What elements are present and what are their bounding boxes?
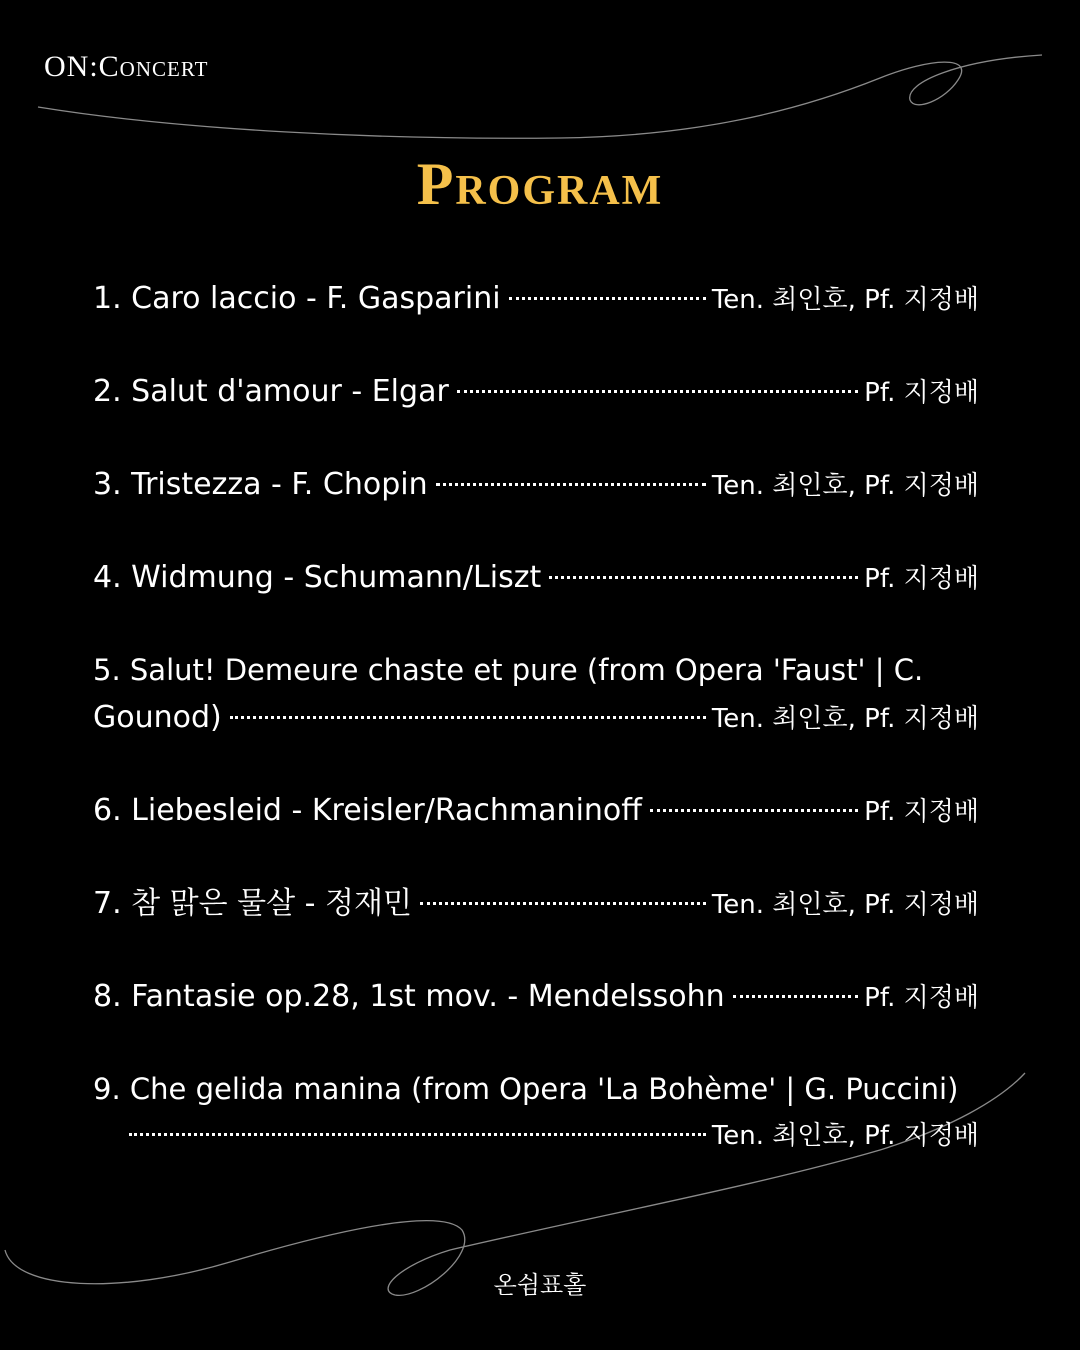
page-title: Program (416, 151, 664, 217)
program-item-performer: Pf. 지정배 (864, 564, 979, 594)
program-item-work-continued: Gounod) (93, 700, 222, 735)
program-item-work: 4. Widmung - Schumann/Liszt (93, 560, 542, 595)
dot-leader (733, 981, 859, 998)
brand-logo-text: ON:Concert (44, 50, 209, 83)
program-list (93, 275, 979, 1166)
program-item-performer: Pf. 지정배 (864, 797, 979, 827)
program-item-work: 1. Caro laccio - F. Gasparini (93, 281, 501, 316)
program-item (93, 1066, 979, 1166)
program-item-work: 5. Salut! Demeure chaste et pure (from Opera 'Faust' | C. (93, 653, 924, 687)
program-item-performer: Ten. 최인호, Pf. 지정배 (711, 704, 979, 734)
dot-leader (650, 795, 858, 812)
program-item-work: 3. Tristezza - F. Chopin (93, 467, 428, 502)
program-item-performer: Ten. 최인호, Pf. 지정배 (711, 471, 979, 501)
program-item-performer: Ten. 최인호, Pf. 지정배 (711, 890, 979, 920)
program-item (93, 647, 979, 787)
program-item (93, 787, 979, 880)
program-item-work: 6. Liebesleid - Kreisler/Rachmaninoff (93, 793, 642, 828)
program-item-performer: Pf. 지정배 (864, 983, 979, 1013)
dot-leader (549, 562, 858, 579)
dot-leader (420, 888, 706, 905)
program-item (93, 275, 979, 368)
program-item (93, 973, 979, 1066)
dot-leader (230, 702, 706, 719)
program-item-performer: Ten. 최인호, Pf. 지정배 (711, 285, 979, 315)
dot-leader (457, 376, 858, 393)
dot-leader (129, 1119, 706, 1136)
program-item-work: 9. Che gelida manina (from Opera 'La Bohème' | G. Puccini) (93, 1072, 959, 1106)
program-item-work: 7. 참 맑은 물살 - 정재민 (93, 886, 412, 921)
dot-leader (509, 283, 706, 300)
dot-leader (436, 469, 706, 486)
program-item-performer: Pf. 지정배 (864, 378, 979, 408)
program-item-work: 2. Salut d'amour - Elgar (93, 374, 449, 409)
program-item (93, 368, 979, 461)
program-item (93, 880, 979, 973)
program-item (93, 461, 979, 554)
program-item (93, 554, 979, 647)
venue-name: 온쉼표홀 (493, 1271, 587, 1299)
program-item-work: 8. Fantasie op.28, 1st mov. - Mendelssohn (93, 979, 725, 1014)
program-item-performer: Ten. 최인호, Pf. 지정배 (711, 1121, 979, 1151)
